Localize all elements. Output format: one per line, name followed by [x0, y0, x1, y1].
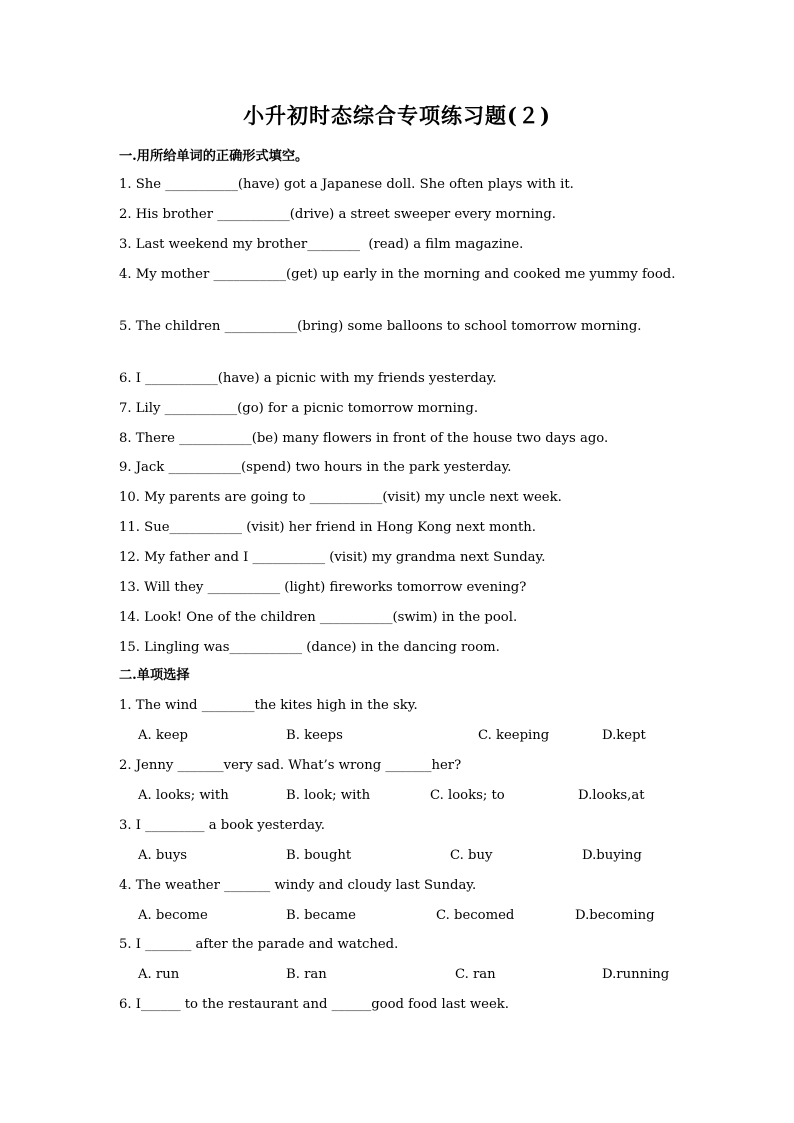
exercise-item-10: 10. My parents are going to ___________(visit) my uncle next week. — [119, 490, 562, 505]
exercise-item-2: 2. His brother ___________(drive) a street sweeper every morning. — [119, 207, 556, 222]
option-1b: B. keeps — [286, 728, 343, 743]
question-4: 4. The weather _______ windy and cloudy last Sunday. — [119, 878, 477, 893]
option-4b: B. became — [286, 908, 356, 923]
exercise-item-15: 15. Lingling was___________ (dance) in the dancing room. — [119, 640, 500, 655]
option-3c: C. buy — [450, 848, 493, 863]
option-4c: C. becomed — [436, 908, 515, 923]
option-5b: B. ran — [286, 967, 327, 982]
exercise-item-14: 14. Look! One of the children ___________(swim) in the pool. — [119, 610, 518, 625]
section-heading-fill-in: 一.用所给单词的正确形式填空。 — [119, 149, 309, 164]
option-1d: D.kept — [602, 728, 646, 743]
option-3d: D.buying — [582, 848, 642, 863]
option-3a: A. buys — [138, 848, 188, 863]
option-3b: B. bought — [286, 848, 352, 863]
exercise-item-11: 11. Sue___________ (visit) her friend in Hong Kong next month. — [119, 520, 536, 535]
question-6: 6. I______ to the restaurant and ______good food last week. — [119, 997, 509, 1012]
exercise-item-9: 9. Jack ___________(spend) two hours in the park yesterday. — [119, 460, 512, 475]
exercise-item-1: 1. She ___________(have) got a Japanese doll. She often plays with it. — [119, 177, 574, 192]
option-4d: D.becoming — [575, 908, 655, 923]
exercise-item-6: 6. I ___________(have) a picnic with my friends yesterday. — [119, 371, 497, 386]
exercise-item-5: 5. The children ___________(bring) some balloons to school tomorrow morning. — [119, 319, 642, 334]
question-2: 2. Jenny _______very sad. What’s wrong _______her? — [119, 758, 462, 773]
exercise-item-7: 7. Lily ___________(go) for a picnic tomorrow morning. — [119, 401, 479, 416]
option-2a: A. looks; with — [138, 788, 229, 803]
option-2d: D.looks,at — [578, 788, 645, 803]
option-5c: C. ran — [455, 967, 496, 982]
option-4a: A. become — [138, 908, 208, 923]
question-5: 5. I _______ after the parade and watched. — [119, 937, 399, 952]
option-5a: A. run — [138, 967, 180, 982]
question-3: 3. I _________ a book yesterday. — [119, 818, 325, 833]
option-1c: C. keeping — [478, 728, 550, 743]
option-5d: D.running — [602, 967, 670, 982]
exercise-item-4: 4. My mother ___________(get) up early in the morning and cooked me yummy food. — [119, 267, 676, 282]
section-heading-multiple-choice: 二.单项选择 — [119, 668, 190, 683]
exercise-item-12: 12. My father and I ___________ (visit) my grandma next Sunday. — [119, 550, 546, 565]
question-1: 1. The wind ________the kites high in the sky. — [119, 698, 418, 713]
page-title: 小升初时态综合专项练习题(２) — [243, 103, 551, 128]
exercise-item-8: 8. There ___________(be) many flowers in front of the house two days ago. — [119, 431, 609, 446]
exercise-item-3: 3. Last weekend my brother________ (read) a film magazine. — [119, 237, 524, 252]
option-1a: A. keep — [138, 728, 188, 743]
option-2c: C. looks; to — [430, 788, 505, 803]
exercise-item-13: 13. Will they ___________ (light) fireworks tomorrow evening? — [119, 580, 527, 595]
option-2b: B. look; with — [286, 788, 371, 803]
